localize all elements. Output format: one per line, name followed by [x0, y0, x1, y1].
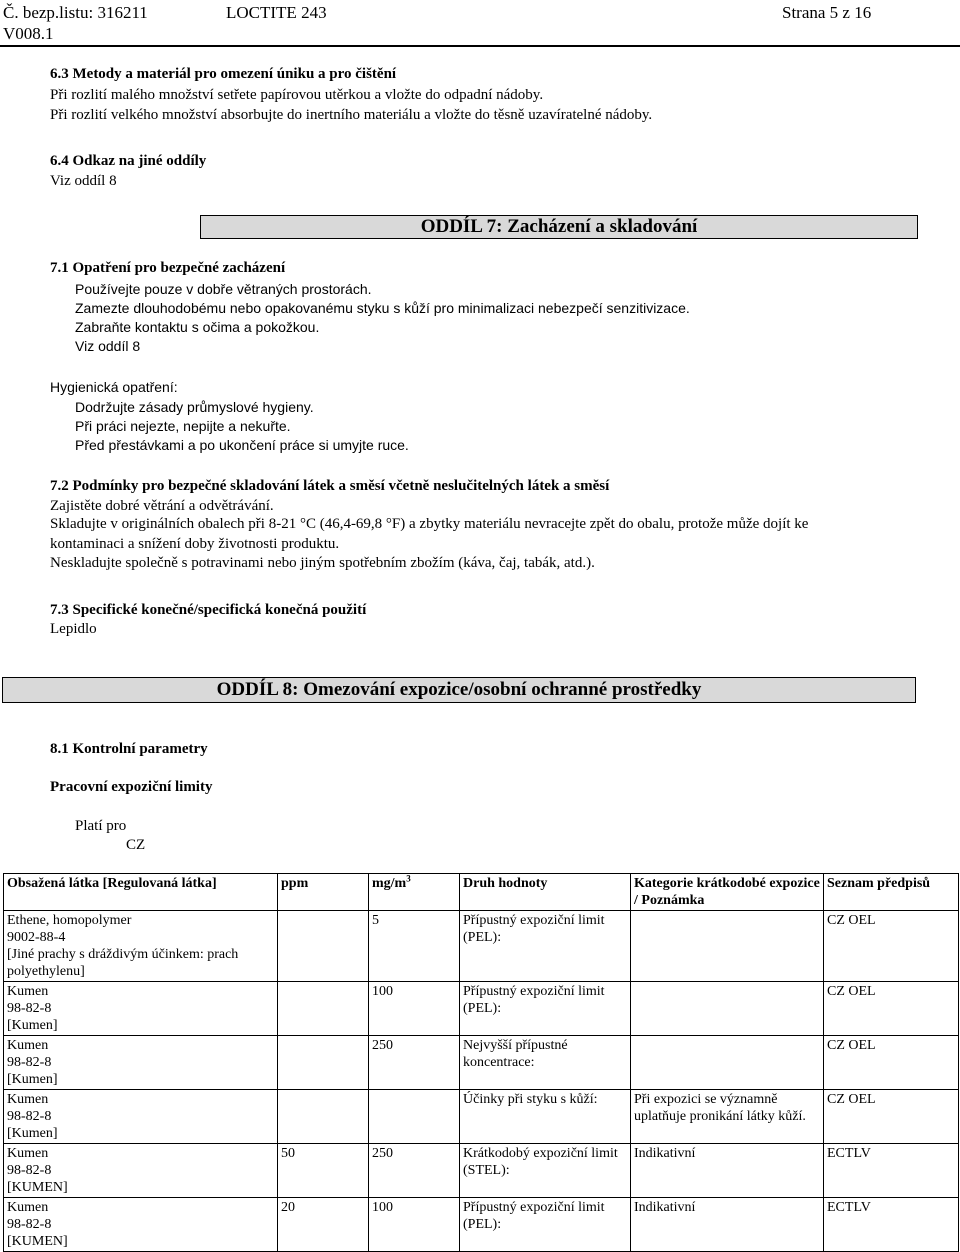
substance-cas: 9002-88-4 — [7, 930, 66, 945]
substance-name: Kumen — [7, 1092, 49, 1107]
substance-cas: 98-82-8 — [7, 1109, 52, 1124]
cell-substance — [4, 1198, 278, 1252]
cell-mg: 250 — [369, 1144, 460, 1198]
substance-name: Kumen — [7, 984, 49, 999]
cell-mg: 5 — [369, 911, 460, 982]
s64-title: 6.4 Odkaz na jiné oddíly — [50, 153, 207, 169]
substance-name: Ethene, homopolymer — [7, 913, 132, 928]
cell-list: CZ OEL — [824, 911, 959, 982]
cell-mg: 100 — [369, 982, 460, 1036]
col-type: Druh hodnoty — [460, 874, 631, 911]
exposure-limits-table — [3, 873, 959, 1252]
cell-ppm: 50 — [278, 1144, 369, 1198]
s71-title: 7.1 Opatření pro bezpečné zacházení — [50, 260, 286, 276]
substance-name: Kumen — [7, 1200, 49, 1215]
s71-line: Viz oddíl 8 — [75, 338, 141, 354]
cell-substance — [4, 982, 278, 1036]
cell-list: CZ OEL — [824, 1036, 959, 1090]
cell-substance — [4, 1036, 278, 1090]
cell-type: Nejvyšší přípustné koncentrace: — [460, 1036, 631, 1090]
substance-cas: 98-82-8 — [7, 1217, 52, 1232]
cell-type: Přípustný expoziční limit (PEL): — [460, 911, 631, 982]
hygiene-line: Při práci nejezte, nepijte a nekuřte. — [75, 418, 291, 434]
s63-line2: Při rozlití velkého množství absorbujte do inertního materiálu a vložte do těsně uzavíratelné nádoby. — [50, 107, 653, 123]
substance-reg: [KUMEN] — [7, 1180, 68, 1195]
cell-category — [631, 911, 824, 982]
cell-substance — [4, 1090, 278, 1144]
s73-title: 7.3 Specifické konečné/specifická konečná použití — [50, 602, 367, 618]
section8-heading: ODDÍL 8: Omezování expozice/osobní ochranné prostředky — [2, 677, 916, 703]
col-mg — [369, 874, 460, 911]
cell-type: Účinky při styku s kůží: — [460, 1090, 631, 1144]
product-name: LOCTITE 243 — [226, 3, 327, 22]
s72-line3: Neskladujte společně s potravinami nebo jiným spotřebním zbožím (káva, čaj, tabák, atd.). — [50, 555, 595, 571]
substance-reg: [Kumen] — [7, 1126, 58, 1141]
s73-line1: Lepidlo — [50, 621, 97, 637]
col-ppm: ppm — [278, 874, 369, 911]
s72-line1: Zajistěte dobré větrání a odvětrávání. — [50, 498, 274, 514]
applies-country: CZ — [126, 837, 146, 853]
table-row — [4, 982, 959, 1036]
substance-name: Kumen — [7, 1038, 49, 1053]
s71-line: Používejte pouze v dobře větraných prostorách. — [75, 281, 372, 297]
s63-title: 6.3 Metody a materiál pro omezení úniku a pro čištění — [50, 66, 397, 82]
cell-mg — [369, 1090, 460, 1144]
page-indicator: Strana 5 z 16 — [782, 3, 872, 22]
cell-list: CZ OEL — [824, 1090, 959, 1144]
s72-title: 7.2 Podmínky pro bezpečné skladování látek a směsí včetně neslučitelných látek a směsí — [50, 478, 610, 494]
cell-mg: 250 — [369, 1036, 460, 1090]
table-row — [4, 1144, 959, 1198]
s72-line2b: kontaminaci a snížení doby životnosti produktu. — [50, 536, 340, 552]
hygiene-label: Hygienická opatření: — [50, 379, 178, 395]
substance-cas: 98-82-8 — [7, 1055, 52, 1070]
col-substance: Obsažená látka [Regulovaná látka] — [4, 874, 278, 911]
s63-line1: Při rozlití malého množství setřete papírovou utěrkou a vložte do odpadní nádoby. — [50, 87, 544, 103]
col-mg-sup: 3 — [406, 873, 411, 884]
cell-category — [631, 1036, 824, 1090]
table-row — [4, 1198, 959, 1252]
s72-line2a: Skladujte v originálních obalech při 8-21 °C (46,4-69,8 °F) a zbytky materiálu nevracejte zpět do obalu, protože může dojít ke — [50, 516, 809, 532]
cell-category — [631, 982, 824, 1036]
substance-reg: [Jiné prachy s dráždivým účinkem: prach polyethylenu] — [7, 947, 239, 979]
cell-list: CZ OEL — [824, 982, 959, 1036]
s71-line: Zabraňte kontaktu s očima a pokožkou. — [75, 319, 320, 335]
cell-category: Indikativní — [631, 1198, 824, 1252]
cell-type: Krátkodobý expoziční limit (STEL): — [460, 1144, 631, 1198]
table-row — [4, 1090, 959, 1144]
col-list: Seznam předpisů — [824, 874, 959, 911]
col-category: Kategorie krátkodobé expozice / Poznámka — [631, 874, 824, 911]
col-mg-label: mg/m — [372, 876, 407, 891]
cell-category: Indikativní — [631, 1144, 824, 1198]
cell-mg: 100 — [369, 1198, 460, 1252]
cell-type: Přípustný expoziční limit (PEL): — [460, 1198, 631, 1252]
cell-ppm: 20 — [278, 1198, 369, 1252]
cell-substance — [4, 1144, 278, 1198]
substance-reg: [Kumen] — [7, 1018, 58, 1033]
s71-line: Zamezte dlouhodobému nebo opakovanému styku s kůží pro minimalizaci nebezpečí senzitivizace. — [75, 300, 690, 316]
hygiene-line: Před přestávkami a po ukončení práce si umyjte ruce. — [75, 437, 409, 453]
substance-reg: [KUMEN] — [7, 1234, 68, 1249]
table-row — [4, 911, 959, 982]
cell-ppm — [278, 982, 369, 1036]
cell-substance — [4, 911, 278, 982]
cell-ppm — [278, 1090, 369, 1144]
cell-category: Při expozici se významně uplatňuje pronikání látky kůží. — [631, 1090, 824, 1144]
substance-name: Kumen — [7, 1146, 49, 1161]
hygiene-line: Dodržujte zásady průmyslové hygieny. — [75, 399, 314, 415]
cell-ppm — [278, 911, 369, 982]
table-header-row — [4, 874, 959, 911]
table-row — [4, 1036, 959, 1090]
substance-reg: [Kumen] — [7, 1072, 58, 1087]
s64-line1: Viz oddíl 8 — [50, 173, 117, 189]
s81-title: 8.1 Kontrolní parametry — [50, 741, 208, 757]
substance-cas: 98-82-8 — [7, 1001, 52, 1016]
doc-number: Č. bezp.listu: 316211 — [3, 3, 148, 22]
cell-ppm — [278, 1036, 369, 1090]
substance-cas: 98-82-8 — [7, 1163, 52, 1178]
applies-label: Platí pro — [75, 818, 127, 834]
cell-list: ECTLV — [824, 1144, 959, 1198]
s81-subtitle: Pracovní expoziční limity — [50, 779, 213, 795]
section7-heading: ODDÍL 7: Zacházení a skladování — [200, 215, 918, 239]
cell-type: Přípustný expoziční limit (PEL): — [460, 982, 631, 1036]
header-divider — [0, 45, 960, 47]
cell-list: ECTLV — [824, 1198, 959, 1252]
version: V008.1 — [3, 24, 54, 43]
